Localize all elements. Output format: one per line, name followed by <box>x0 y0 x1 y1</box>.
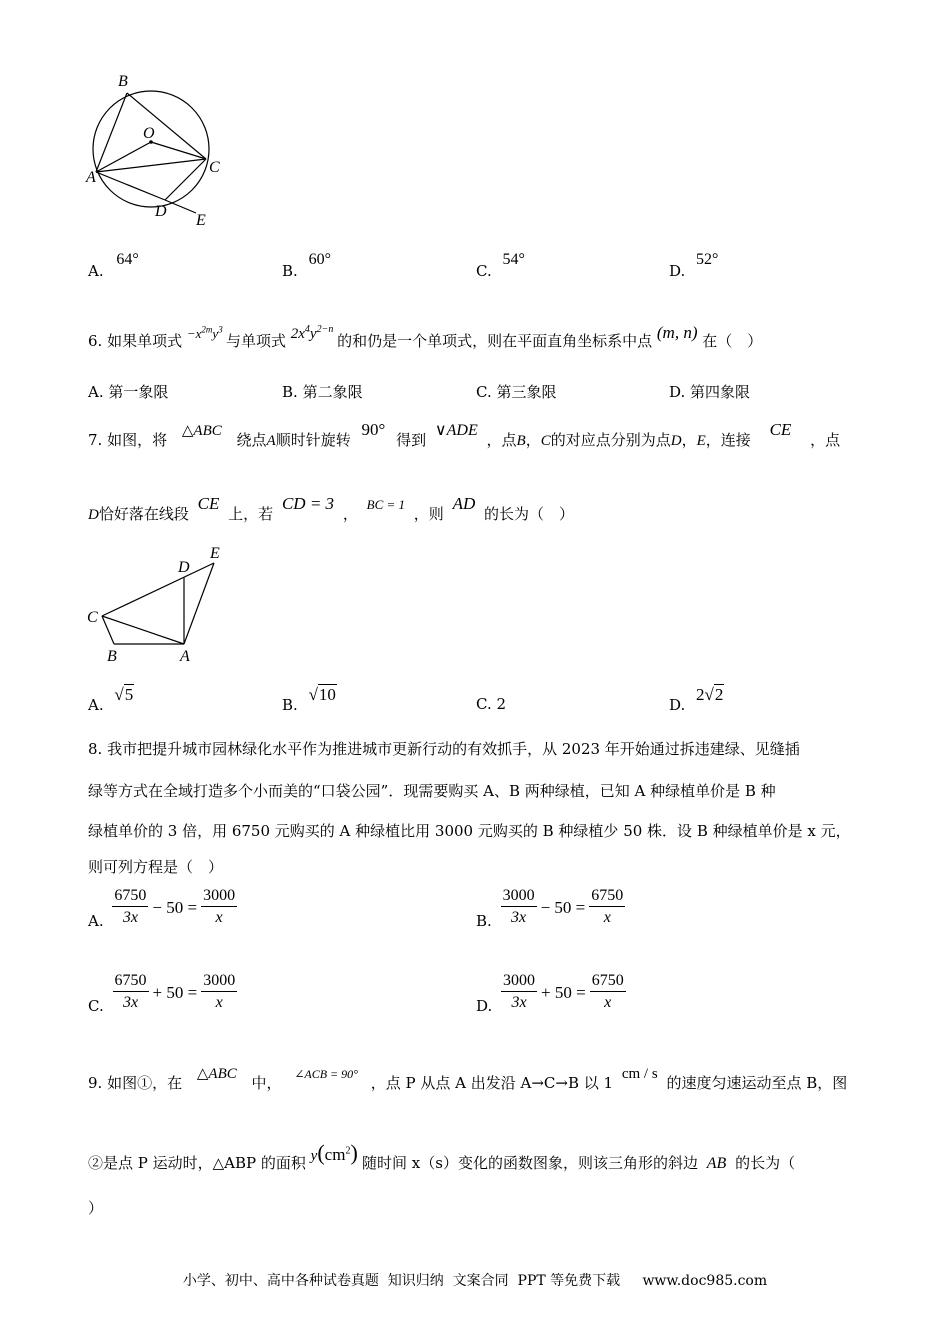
q9-unit: cm / s <box>621 1066 658 1082</box>
q8-option-b: B. $\frac{3000}{3x}$ − 50 = $\frac{6750}{x}$ <box>476 887 624 930</box>
q6-option-a: A. 第一象限 <box>88 383 169 401</box>
segment-oc <box>151 142 206 159</box>
label-d: D <box>178 559 190 576</box>
q8-line-3: 绿植单价的 3 倍，用 6750 元购买的 A 种绿植比用 3000 元购买的 B 种绿植少 50 株．设 B 种绿植单价是 x 元， <box>88 822 851 840</box>
q6-point: (m, n) <box>656 323 698 342</box>
option-value: 54° <box>502 251 525 268</box>
label-c: C <box>87 609 98 626</box>
label-e: E <box>210 545 220 562</box>
q7-segment-ce: CE <box>769 420 792 439</box>
option-value: 60° <box>308 251 331 268</box>
label-d: D <box>155 203 167 220</box>
q6-option-b: B. 第二象限 <box>282 383 363 401</box>
label-a: A <box>86 169 96 186</box>
q7-option-b: B. √10 <box>282 685 336 714</box>
chord-ab <box>96 93 127 172</box>
q7-option-d: D. 2√2 <box>669 685 724 714</box>
q6-text-1: 6. 如果单项式 <box>88 332 183 350</box>
segment-ao <box>96 142 151 172</box>
q6-stem <box>88 323 763 351</box>
q8-option-c: C. $\frac{6750}{3x}$ + 50 = $\frac{3000}{x}$ <box>88 972 236 1015</box>
q7-triangle-ade: ∨ADE <box>434 422 478 439</box>
label-b: B <box>118 73 128 90</box>
q6-monomial-2: $2x^4y^{2-n}$ <box>290 324 334 342</box>
ray-de <box>165 200 196 213</box>
q6-option-d: D. 第四象限 <box>669 383 751 401</box>
q7-segment-ad: AD <box>452 494 476 513</box>
q9-stem-line-2: ②是点 P 运动时，△ABP 的面积 $y(cm^2)$ 随时间 x（s）变化的函数图象，则该三角形的斜边 AB 的长为（ <box>88 1140 796 1172</box>
q6-text-2: 与单项式 <box>225 332 286 350</box>
q7-stem-line-2: D恰好落在线段 CE 上，若 CD = 3 ， BC = 1 ，则 AD 的长为（ ） <box>88 494 575 523</box>
q7-option-c: C. 2 <box>476 695 507 713</box>
label-e: E <box>196 212 206 229</box>
option-label: B. <box>282 262 298 280</box>
q7-condition-cd: CD = 3 <box>281 494 335 513</box>
q5-option-a <box>88 251 139 281</box>
q6-text-3: 的和仍是一个单项式，则在平面直角坐标系中点 <box>337 332 653 350</box>
circle-o <box>93 91 209 207</box>
q6-option-c: C. 第三象限 <box>476 383 557 401</box>
q5-circle-figure <box>78 68 228 233</box>
label-o: O <box>143 125 155 142</box>
segment-ca <box>102 616 184 644</box>
q8-option-d: D. $\frac{3000}{3x}$ + 50 = $\frac{6750}{x}$ <box>476 972 624 1015</box>
option-label: D. <box>669 262 686 280</box>
q9-hypotenuse: AB <box>706 1155 727 1172</box>
sqrt-expression: √5 <box>114 685 134 704</box>
q9-stem-line-1: 9. 如图①，在 △ABC 中， $^{\angle ACB = 90^\circ}$ ，点 P 从点 A 出发沿 A→C→B 以 1 cm / s 的速度匀速运动至点 B，图 <box>88 1066 848 1092</box>
chord-ac <box>96 159 206 172</box>
q5-option-c <box>476 251 525 281</box>
option-value: 64° <box>116 251 139 268</box>
q9-stem-line-3: ） <box>88 1199 104 1217</box>
q6-monomial-1: $-x^{2m}y^3$ <box>186 324 223 341</box>
q9-area-unit: $y(cm^2)$ <box>310 1140 358 1165</box>
option-label: A. <box>88 262 104 280</box>
q8-line-2: 绿等方式在全域打造多个小而美的“口袋公园”．现需要购买 A、B 两种绿植，已知 A 种绿植单价是 B 种 <box>88 782 776 800</box>
q7-triangle-figure <box>80 540 240 670</box>
label-c: C <box>209 159 220 176</box>
segment-cb <box>102 616 114 644</box>
sqrt-expression: 2√2 <box>696 685 724 704</box>
option-value: 52° <box>696 251 719 268</box>
label-a: A <box>180 648 190 665</box>
q8-line-4: 则可列方程是（ ） <box>88 858 224 876</box>
q7-triangle-abc: △ABC <box>181 423 222 439</box>
q7-option-a: A. √5 <box>88 685 134 714</box>
q9-angle: ∠ACB = 90° <box>294 1067 358 1081</box>
q8-option-a: A. $\frac{6750}{3x}$ − 50 = $\frac{3000}{x}$ <box>88 887 236 930</box>
q7-angle: 90° <box>361 420 386 439</box>
q6-text-4: 在（ ） <box>702 332 763 350</box>
q5-option-d <box>669 251 719 281</box>
q5-option-b <box>282 251 331 281</box>
q7-stem-line-1: 7. 如图，将 △ABC 绕点A顺时针旋转 90° 得到 ∨ADE ，点B，C的对应点分别为点D，E，连接 CE ，点 <box>88 420 841 449</box>
q7-condition-bc: BC = 1 <box>366 497 406 512</box>
label-b: B <box>107 648 117 665</box>
option-label: C. <box>476 262 492 280</box>
q9-triangle: △ABC <box>196 1066 237 1082</box>
sqrt-expression: √10 <box>308 685 336 704</box>
q8-line-1: 8. 我市把提升城市园林绿化水平作为推进城市更新行动的有效抓手，从 2023 年开始通过拆违建绿、见缝插 <box>88 740 800 758</box>
page-footer: 小学、初中、高中各种试卷真题 知识归纳 文案合同 PPT 等免费下载 www.doc985.com <box>182 1273 768 1289</box>
